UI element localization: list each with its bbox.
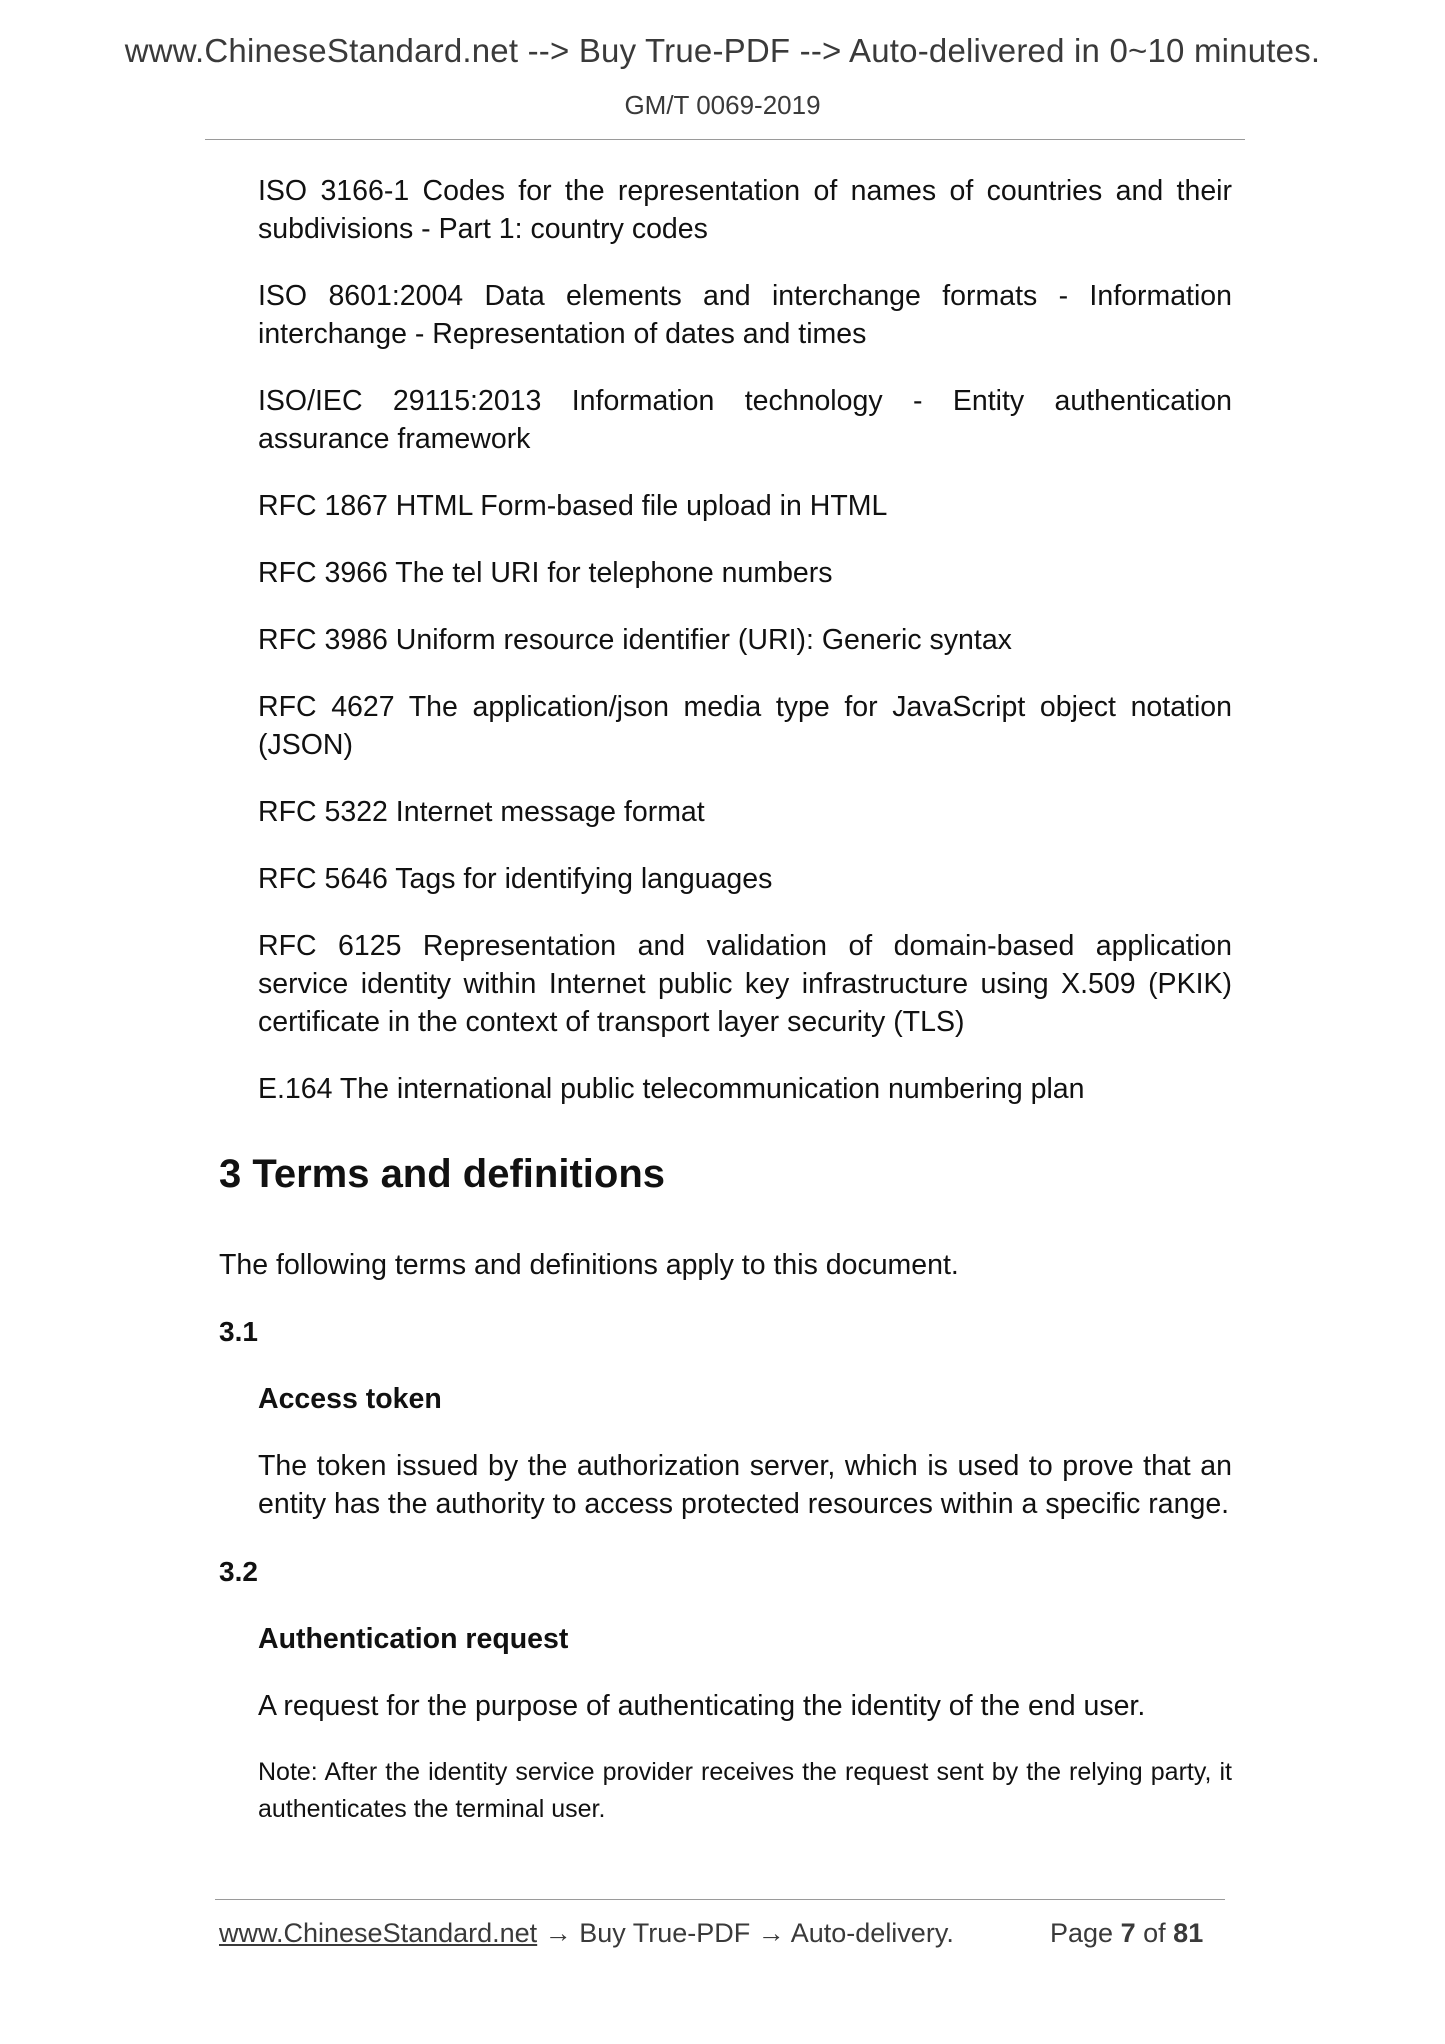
footer-divider	[215, 1899, 1225, 1900]
footer-tagline: → Buy True-PDF → Auto-delivery.	[537, 1918, 954, 1948]
header-divider	[205, 139, 1245, 140]
reference-iso-iec-29115: ISO/IEC 29115:2013 Information technology - Entity authentication assurance framework	[258, 385, 1232, 455]
top-banner: www.ChineseStandard.net --> Buy True-PDF --> Auto-delivered in 0~10 minutes.	[124, 32, 1321, 69]
footer-promo	[219, 1918, 954, 1949]
page-of-label: of	[1143, 1918, 1166, 1948]
term-definition: The token issued by the authorization server, which is used to prove that an entity has the authority to access protected resources within a specific range.	[258, 1450, 1232, 1520]
document-code: GM/T 0069-2019	[624, 90, 821, 120]
reference-rfc-5646: RFC 5646 Tags for identifying languages	[258, 863, 773, 895]
term-number: 3.2	[219, 1556, 258, 1587]
page-indicator	[1050, 1918, 1203, 1949]
term-number: 3.1	[219, 1316, 258, 1347]
reference-rfc-3986: RFC 3986 Uniform resource identifier (URI): Generic syntax	[258, 624, 1012, 656]
term-name: Access token	[258, 1383, 442, 1415]
reference-rfc-4627: RFC 4627 The application/json media type for JavaScript object notation (JSON)	[258, 691, 1232, 761]
term-definition: A request for the purpose of authenticating the identity of the end user.	[258, 1690, 1146, 1722]
term-name: Authentication request	[258, 1623, 569, 1655]
page-current: 7	[1120, 1918, 1136, 1948]
reference-rfc-5322: RFC 5322 Internet message format	[258, 796, 705, 828]
section-intro: The following terms and definitions apply to this document.	[219, 1249, 959, 1281]
reference-iso-3166-1: ISO 3166-1 Codes for the representation of names of countries and their subdivisions - Part 1: country codes	[258, 175, 1232, 245]
section-title: 3 Terms and definitions	[219, 1152, 665, 1196]
page-total: 81	[1173, 1918, 1204, 1948]
footer-site-link[interactable]: www.ChineseStandard.net	[219, 1918, 538, 1948]
normative-references-list	[258, 172, 1232, 1137]
term-note: Note: After the identity service provider receives the request sent by the relying party, it authenticates the terminal user.	[258, 1758, 1232, 1823]
reference-rfc-3966: RFC 3966 The tel URI for telephone numbers	[258, 557, 833, 589]
reference-e-164: E.164 The international public telecommunication numbering plan	[258, 1073, 1085, 1105]
page-label: Page	[1050, 1918, 1114, 1948]
reference-rfc-6125: RFC 6125 Representation and validation of domain-based application service identity within Internet public key infrastructure using X.509 (PKIK) certificate in the context of transport layer security (TLS)	[258, 930, 1232, 1038]
reference-rfc-1867: RFC 1867 HTML Form-based file upload in HTML	[258, 490, 888, 522]
reference-iso-8601: ISO 8601:2004 Data elements and interchange formats - Information interchange - Representation of dates and times	[258, 280, 1232, 350]
